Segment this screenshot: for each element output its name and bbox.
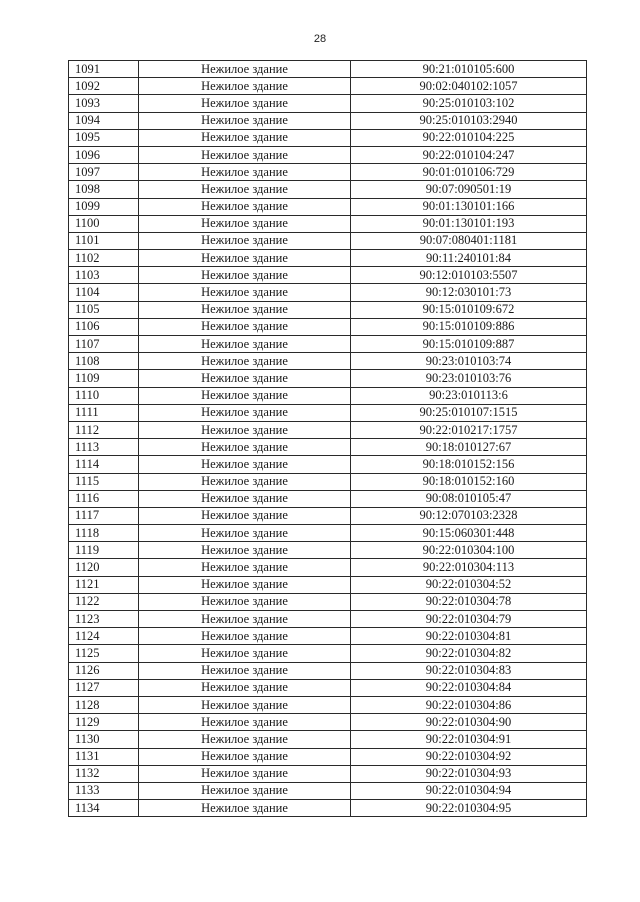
table-row [69, 765, 587, 782]
row-number-cell: 1133 [69, 782, 139, 799]
object-type-cell: Нежилое здание [139, 387, 351, 404]
object-type-cell: Нежилое здание [139, 611, 351, 628]
table-row [69, 731, 587, 748]
object-type-cell: Нежилое здание [139, 336, 351, 353]
row-number-cell: 1125 [69, 645, 139, 662]
table-row [69, 95, 587, 112]
table-row [69, 387, 587, 404]
row-number-cell: 1109 [69, 370, 139, 387]
cadastral-number-cell: 90:22:010104:225 [351, 129, 587, 146]
table-row [69, 250, 587, 267]
row-number-cell: 1112 [69, 421, 139, 438]
row-number-cell: 1094 [69, 112, 139, 129]
table-row [69, 78, 587, 95]
table-row [69, 490, 587, 507]
registry-body [69, 61, 587, 817]
row-number-cell: 1091 [69, 61, 139, 78]
cadastral-number-cell: 90:12:010103:5507 [351, 267, 587, 284]
cadastral-number-cell: 90:15:060301:448 [351, 525, 587, 542]
object-type-cell: Нежилое здание [139, 593, 351, 610]
row-number-cell: 1107 [69, 336, 139, 353]
object-type-cell: Нежилое здание [139, 250, 351, 267]
table-row [69, 525, 587, 542]
cadastral-number-cell: 90:22:010304:100 [351, 542, 587, 559]
table-row [69, 473, 587, 490]
cadastral-number-cell: 90:22:010304:81 [351, 628, 587, 645]
table-row [69, 301, 587, 318]
row-number-cell: 1120 [69, 559, 139, 576]
table-row [69, 404, 587, 421]
object-type-cell: Нежилое здание [139, 456, 351, 473]
cadastral-number-cell: 90:02:040102:1057 [351, 78, 587, 95]
row-number-cell: 1123 [69, 611, 139, 628]
cadastral-number-cell: 90:23:010103:74 [351, 353, 587, 370]
object-type-cell: Нежилое здание [139, 404, 351, 421]
cadastral-number-cell: 90:01:010106:729 [351, 164, 587, 181]
property-registry-table [68, 60, 587, 817]
table-row [69, 800, 587, 817]
cadastral-number-cell: 90:22:010304:82 [351, 645, 587, 662]
cadastral-number-cell: 90:15:010109:887 [351, 336, 587, 353]
row-number-cell: 1110 [69, 387, 139, 404]
cadastral-number-cell: 90:01:130101:166 [351, 198, 587, 215]
row-number-cell: 1095 [69, 129, 139, 146]
object-type-cell: Нежилое здание [139, 232, 351, 249]
row-number-cell: 1098 [69, 181, 139, 198]
object-type-cell: Нежилое здание [139, 748, 351, 765]
object-type-cell: Нежилое здание [139, 284, 351, 301]
object-type-cell: Нежилое здание [139, 662, 351, 679]
object-type-cell: Нежилое здание [139, 507, 351, 524]
object-type-cell: Нежилое здание [139, 61, 351, 78]
table-row [69, 542, 587, 559]
row-number-cell: 1118 [69, 525, 139, 542]
row-number-cell: 1124 [69, 628, 139, 645]
table-row [69, 748, 587, 765]
page-number: 28 [313, 33, 327, 45]
object-type-cell: Нежилое здание [139, 439, 351, 456]
cadastral-number-cell: 90:22:010104:247 [351, 146, 587, 163]
object-type-cell: Нежилое здание [139, 181, 351, 198]
row-number-cell: 1105 [69, 301, 139, 318]
row-number-cell: 1108 [69, 353, 139, 370]
table-row [69, 662, 587, 679]
object-type-cell: Нежилое здание [139, 782, 351, 799]
table-row [69, 714, 587, 731]
cadastral-number-cell: 90:15:010109:672 [351, 301, 587, 318]
object-type-cell: Нежилое здание [139, 95, 351, 112]
row-number-cell: 1130 [69, 731, 139, 748]
row-number-cell: 1097 [69, 164, 139, 181]
cadastral-number-cell: 90:22:010304:91 [351, 731, 587, 748]
table-row [69, 336, 587, 353]
table-row [69, 146, 587, 163]
object-type-cell: Нежилое здание [139, 129, 351, 146]
table-row [69, 318, 587, 335]
table-row [69, 164, 587, 181]
cadastral-number-cell: 90:22:010304:92 [351, 748, 587, 765]
cadastral-number-cell: 90:18:010127:67 [351, 439, 587, 456]
object-type-cell: Нежилое здание [139, 696, 351, 713]
cadastral-number-cell: 90:07:080401:1181 [351, 232, 587, 249]
row-number-cell: 1115 [69, 473, 139, 490]
cadastral-number-cell: 90:22:010304:90 [351, 714, 587, 731]
cadastral-number-cell: 90:22:010304:79 [351, 611, 587, 628]
object-type-cell: Нежилое здание [139, 473, 351, 490]
cadastral-number-cell: 90:12:030101:73 [351, 284, 587, 301]
table-row [69, 129, 587, 146]
cadastral-number-cell: 90:22:010304:94 [351, 782, 587, 799]
table-row [69, 370, 587, 387]
table-row [69, 421, 587, 438]
table-row [69, 576, 587, 593]
row-number-cell: 1103 [69, 267, 139, 284]
row-number-cell: 1122 [69, 593, 139, 610]
object-type-cell: Нежилое здание [139, 78, 351, 95]
cadastral-number-cell: 90:25:010103:102 [351, 95, 587, 112]
table-row [69, 284, 587, 301]
table-row [69, 198, 587, 215]
cadastral-number-cell: 90:23:010113:6 [351, 387, 587, 404]
cadastral-number-cell: 90:18:010152:160 [351, 473, 587, 490]
row-number-cell: 1100 [69, 215, 139, 232]
table-row [69, 611, 587, 628]
table-row [69, 353, 587, 370]
table-row [69, 645, 587, 662]
object-type-cell: Нежилое здание [139, 576, 351, 593]
object-type-cell: Нежилое здание [139, 421, 351, 438]
row-number-cell: 1121 [69, 576, 139, 593]
table-row [69, 112, 587, 129]
row-number-cell: 1096 [69, 146, 139, 163]
cadastral-number-cell: 90:22:010304:78 [351, 593, 587, 610]
table-row [69, 628, 587, 645]
cadastral-number-cell: 90:07:090501:19 [351, 181, 587, 198]
table-row [69, 215, 587, 232]
object-type-cell: Нежилое здание [139, 628, 351, 645]
row-number-cell: 1127 [69, 679, 139, 696]
cadastral-number-cell: 90:01:130101:193 [351, 215, 587, 232]
object-type-cell: Нежилое здание [139, 731, 351, 748]
object-type-cell: Нежилое здание [139, 198, 351, 215]
object-type-cell: Нежилое здание [139, 559, 351, 576]
object-type-cell: Нежилое здание [139, 765, 351, 782]
row-number-cell: 1134 [69, 800, 139, 817]
row-number-cell: 1117 [69, 507, 139, 524]
row-number-cell: 1102 [69, 250, 139, 267]
object-type-cell: Нежилое здание [139, 301, 351, 318]
object-type-cell: Нежилое здание [139, 525, 351, 542]
cadastral-number-cell: 90:21:010105:600 [351, 61, 587, 78]
row-number-cell: 1116 [69, 490, 139, 507]
object-type-cell: Нежилое здание [139, 146, 351, 163]
cadastral-number-cell: 90:11:240101:84 [351, 250, 587, 267]
row-number-cell: 1131 [69, 748, 139, 765]
object-type-cell: Нежилое здание [139, 370, 351, 387]
object-type-cell: Нежилое здание [139, 714, 351, 731]
object-type-cell: Нежилое здание [139, 267, 351, 284]
cadastral-number-cell: 90:23:010103:76 [351, 370, 587, 387]
row-number-cell: 1113 [69, 439, 139, 456]
table-row [69, 507, 587, 524]
object-type-cell: Нежилое здание [139, 490, 351, 507]
object-type-cell: Нежилое здание [139, 679, 351, 696]
cadastral-number-cell: 90:25:010107:1515 [351, 404, 587, 421]
row-number-cell: 1104 [69, 284, 139, 301]
object-type-cell: Нежилое здание [139, 112, 351, 129]
table-row [69, 696, 587, 713]
object-type-cell: Нежилое здание [139, 542, 351, 559]
table-row [69, 456, 587, 473]
object-type-cell: Нежилое здание [139, 164, 351, 181]
row-number-cell: 1093 [69, 95, 139, 112]
table-row [69, 439, 587, 456]
row-number-cell: 1126 [69, 662, 139, 679]
row-number-cell: 1106 [69, 318, 139, 335]
cadastral-number-cell: 90:22:010304:86 [351, 696, 587, 713]
table-row [69, 61, 587, 78]
object-type-cell: Нежилое здание [139, 353, 351, 370]
row-number-cell: 1128 [69, 696, 139, 713]
cadastral-number-cell: 90:22:010304:93 [351, 765, 587, 782]
cadastral-number-cell: 90:15:010109:886 [351, 318, 587, 335]
row-number-cell: 1092 [69, 78, 139, 95]
table-row [69, 679, 587, 696]
row-number-cell: 1129 [69, 714, 139, 731]
cadastral-number-cell: 90:25:010103:2940 [351, 112, 587, 129]
row-number-cell: 1119 [69, 542, 139, 559]
cadastral-number-cell: 90:22:010304:52 [351, 576, 587, 593]
cadastral-number-cell: 90:08:010105:47 [351, 490, 587, 507]
cadastral-number-cell: 90:22:010304:113 [351, 559, 587, 576]
object-type-cell: Нежилое здание [139, 318, 351, 335]
row-number-cell: 1111 [69, 404, 139, 421]
row-number-cell: 1114 [69, 456, 139, 473]
object-type-cell: Нежилое здание [139, 800, 351, 817]
table-row [69, 267, 587, 284]
table-row [69, 593, 587, 610]
cadastral-number-cell: 90:22:010217:1757 [351, 421, 587, 438]
cadastral-number-cell: 90:18:010152:156 [351, 456, 587, 473]
table-row [69, 181, 587, 198]
cadastral-number-cell: 90:12:070103:2328 [351, 507, 587, 524]
table-row [69, 782, 587, 799]
object-type-cell: Нежилое здание [139, 645, 351, 662]
cadastral-number-cell: 90:22:010304:95 [351, 800, 587, 817]
cadastral-number-cell: 90:22:010304:84 [351, 679, 587, 696]
table-row [69, 559, 587, 576]
row-number-cell: 1099 [69, 198, 139, 215]
object-type-cell: Нежилое здание [139, 215, 351, 232]
row-number-cell: 1132 [69, 765, 139, 782]
row-number-cell: 1101 [69, 232, 139, 249]
table-row [69, 232, 587, 249]
cadastral-number-cell: 90:22:010304:83 [351, 662, 587, 679]
